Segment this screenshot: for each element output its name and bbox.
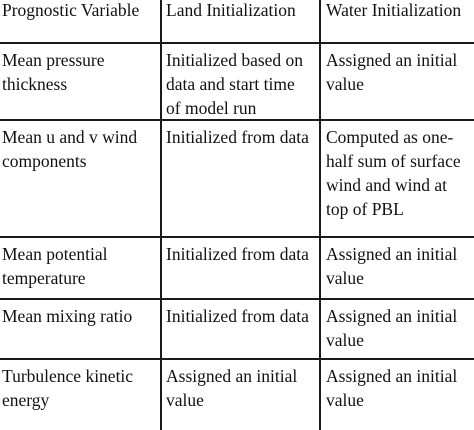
table-row [0, 44, 474, 121]
water-cell: Assigned an initial value [326, 366, 458, 410]
water-cell: Computed as one- half sum of surface wind and wind at top of PBL [326, 127, 461, 219]
water-cell: Assigned an initial value [326, 50, 458, 94]
header-water-initialization: Water Initialization [326, 0, 462, 20]
table-row [0, 360, 474, 430]
table-row [0, 300, 474, 360]
table-row [0, 238, 474, 300]
table-header-row [0, 0, 474, 44]
variable-cell: Turbulence kinetic energy [2, 366, 134, 410]
variable-cell: Mean potential temperature [2, 244, 108, 288]
land-cell: Initialized from data [166, 244, 309, 264]
water-cell: Assigned an initial value [326, 306, 458, 350]
land-cell: Assigned an initial value [166, 366, 298, 410]
variable-cell: Mean u and v wind components [2, 127, 138, 171]
variable-cell: Mean mixing ratio [2, 306, 133, 326]
header-prognostic-variable: Prognostic Variable [2, 0, 140, 20]
header-land-initialization: Land Initialization [166, 0, 296, 20]
variable-cell: Mean pressure thickness [2, 50, 105, 94]
land-cell: Initialized from data [166, 127, 309, 147]
table-row [0, 121, 474, 238]
land-cell: Initialized based on data and start time of model run [166, 50, 304, 118]
water-cell: Assigned an initial value [326, 244, 458, 288]
land-cell: Initialized from data [166, 306, 309, 326]
